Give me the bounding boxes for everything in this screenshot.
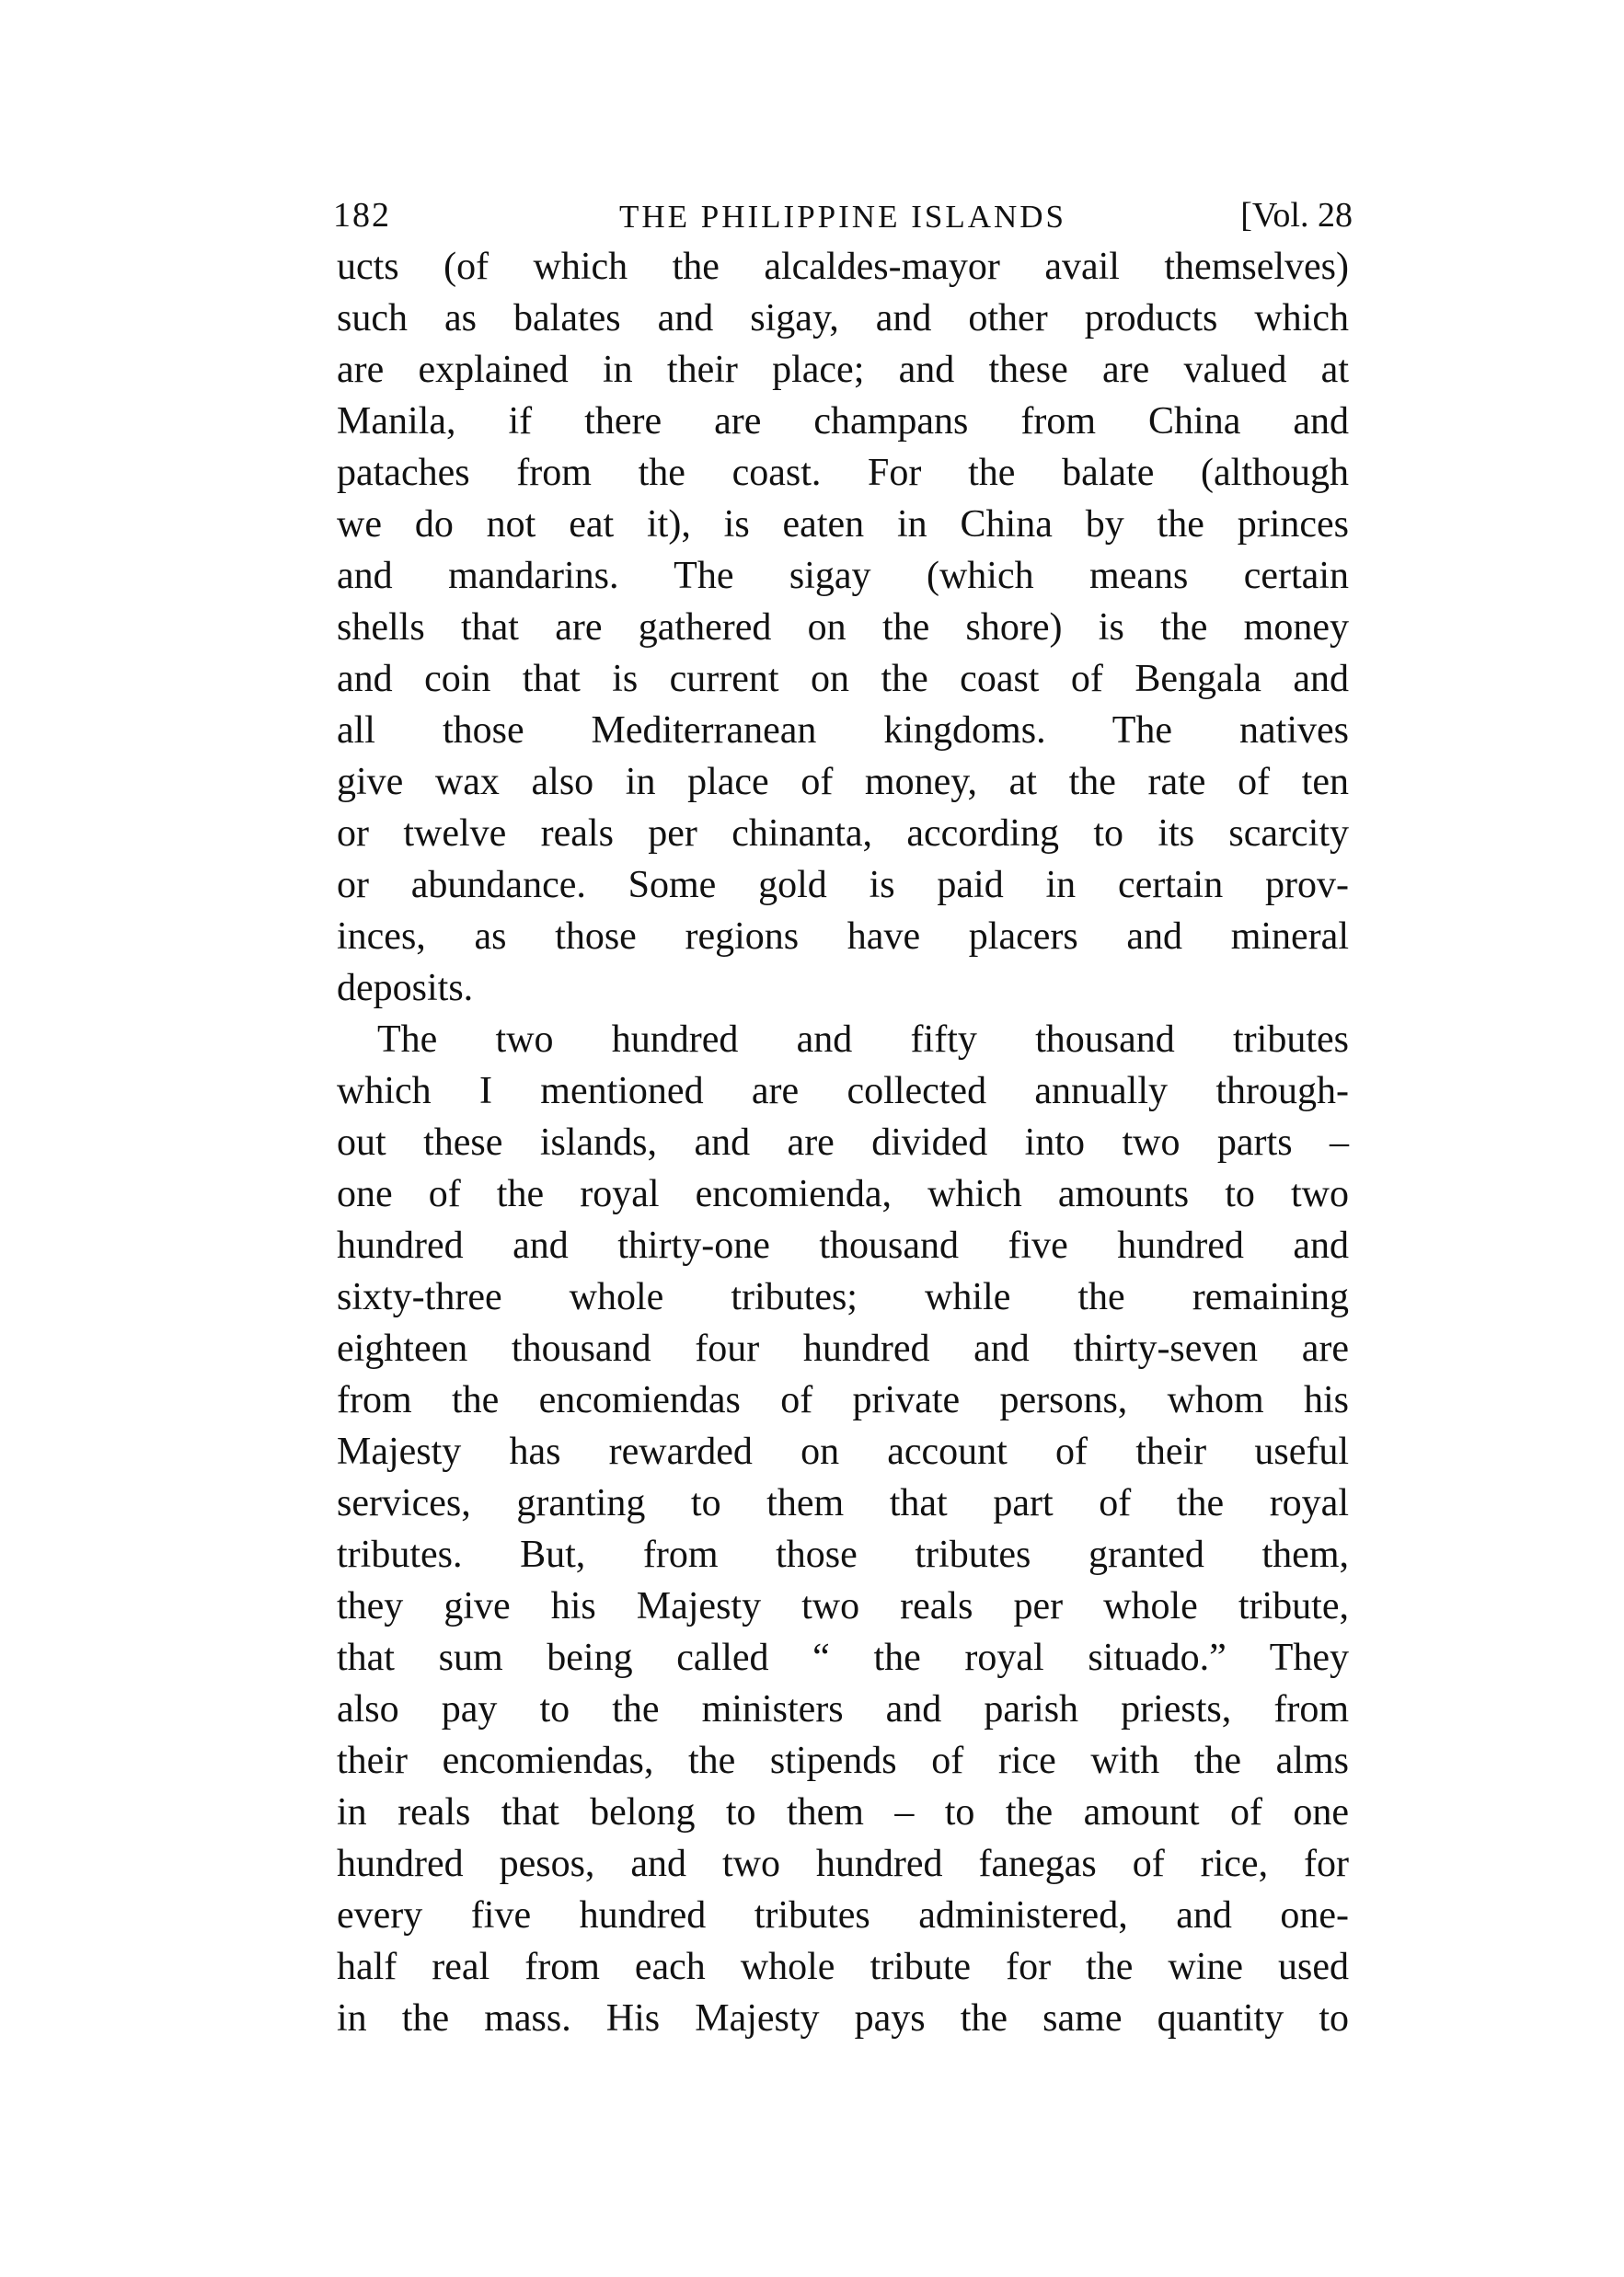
text-line: or twelve reals per chinanta, according to its scarcity (337, 812, 1349, 855)
text-line: from the encomiendas of private persons, whom his (337, 1379, 1349, 1421)
text-line: sixty-three whole tributes; while the remaining (337, 1276, 1349, 1318)
text-line: that sum being called “ the royal situado.” They (337, 1637, 1349, 1679)
text-line: and mandarins. The sigay (which means certain (337, 555, 1349, 597)
text-line: out these islands, and are divided into two parts – (337, 1121, 1349, 1164)
text-line: inces, as those regions have placers and mineral (337, 915, 1349, 958)
body-text (337, 241, 1349, 2044)
running-title: THE PHILIPPINE ISLANDS (619, 199, 1066, 235)
text-line: are explained in their place; and these are valued at (337, 349, 1349, 391)
text-line: we do not eat it), is eaten in China by the princes (337, 503, 1349, 546)
running-header (333, 195, 1353, 241)
text-line: ucts (of which the alcaldes-mayor avail themselves) (337, 246, 1349, 288)
text-line: pataches from the coast. For the balate (although (337, 452, 1349, 494)
text-line: their encomiendas, the stipends of rice with the alms (337, 1740, 1349, 1782)
text-line: Manila, if there are champans from China and (337, 400, 1349, 443)
text-line: which I mentioned are collected annually through- (337, 1070, 1349, 1112)
text-line: in the mass. His Majesty pays the same quantity to (337, 1997, 1349, 2040)
text-line: they give his Majesty two reals per whole tribute, (337, 1585, 1349, 1627)
text-line: and coin that is current on the coast of Bengala and (337, 658, 1349, 700)
text-line: every five hundred tributes administered, and one- (337, 1894, 1349, 1937)
text-line: hundred pesos, and two hundred fanegas of rice, for (337, 1843, 1349, 1885)
text-line: also pay to the ministers and parish priests, from (337, 1688, 1349, 1731)
text-line: such as balates and sigay, and other products which (337, 297, 1349, 339)
text-line: or abundance. Some gold is paid in certain prov- (337, 864, 1349, 906)
text-line: The two hundred and fifty thousand tributes (377, 1018, 1349, 1061)
page-number: 182 (333, 196, 391, 235)
text-line: Majesty has rewarded on account of their useful (337, 1431, 1349, 1473)
text-line: one of the royal encomienda, which amounts to two (337, 1173, 1349, 1215)
text-line: all those Mediterranean kingdoms. The natives (337, 709, 1349, 752)
text-line: give wax also in place of money, at the rate of ten (337, 761, 1349, 803)
volume-label: [Vol. 28 (1240, 196, 1353, 235)
text-line: half real from each whole tribute for the wine used (337, 1946, 1349, 1988)
text-line: tributes. But, from those tributes granted them, (337, 1534, 1349, 1576)
text-line: hundred and thirty-one thousand five hundred and (337, 1225, 1349, 1267)
text-line: deposits. (337, 967, 474, 1009)
text-line: in reals that belong to them – to the amount of one (337, 1791, 1349, 1834)
paragraph (337, 1014, 1349, 2044)
paragraph (337, 241, 1349, 1014)
text-line: eighteen thousand four hundred and thirty-seven are (337, 1328, 1349, 1370)
text-line: shells that are gathered on the shore) is the money (337, 606, 1349, 649)
text-line: services, granting to them that part of the royal (337, 1482, 1349, 1524)
